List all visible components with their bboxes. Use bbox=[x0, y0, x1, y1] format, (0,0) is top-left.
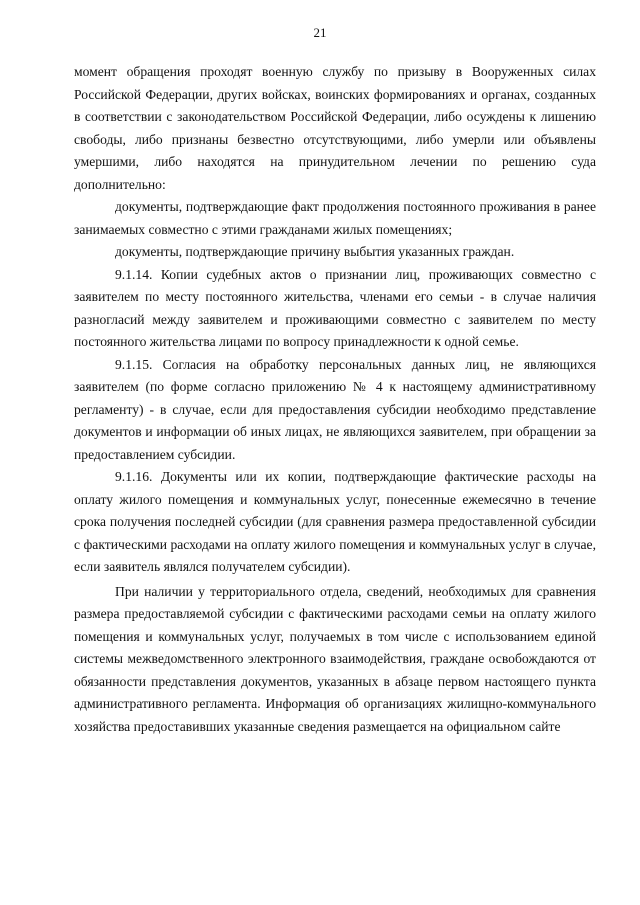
paragraph-departure-documents: документы, подтверждающие причину выбытия указанных граждан. bbox=[115, 244, 515, 259]
paragraph-9-1-15: 9.1.15. Согласия на обработку персональных данных лиц, не являющихся заявителем (по форме согласно приложению № 4 к настоящему административному регламенту) - в случае, если для предоставления субсидии необходимо представление документов и информации об иных лицах, не являющихся заявителем, при обращении за предоставлением субсидии. bbox=[74, 356, 596, 462]
paragraph-9-1-16: 9.1.16. Документы или их копии, подтверждающие фактические расходы на оплату жилого помещения и коммунальных услуг, понесенные ежемесячно в течение срока получения последней субсидии (для сравнения размера предоставленной субсидии с фактическими расходами на оплату жилого помещения и коммунальных услуг в случае, если заявитель являлся получателем субсидии). bbox=[74, 469, 596, 574]
paragraph-conditions: момент обращения проходят военную службу по призыву в Вооруженных силах Российской Федерации, других войсках, воинских формированиях и органах, созданных в соответствии с законодательством Российской Федерации, либо осуждены к лишению свободы, либо признаны безвестно отсутствующими, либо умерли или объявлены умершими, либо находятся на принудительном лечении по решению суда дополнительно: bbox=[74, 64, 596, 192]
paragraph-9-1-14: 9.1.14. Копии судебных актов о признании лиц, проживающих совместно с заявителем по месту постоянного жительства, членами его семьи - в случае наличия разногласий между заявителем и проживающими совместно с заявителем по месту постоянного жительства лицами по вопросу принадлежности к одной семье. bbox=[74, 266, 596, 349]
paragraph-residence-documents: документы, подтверждающие факт продолжения постоянного проживания в ранее занимаемых совместно с этими гражданами жилых помещениях; bbox=[74, 199, 596, 237]
page-number: 21 bbox=[313, 25, 327, 40]
paragraph-territorial-office: При наличии у территориального отдела, сведений, необходимых для сравнения размера предоставляемой субсидии с фактическими расходами семьи на оплату жилого помещения и коммунальных услуг, получаемых в том числе с использованием единой системы межведомственного электронного взаимодействия, граждане освобождаются от обязанности представления документов, указанных в абзаце первом настоящего пункта административного регламента. Информация об организациях жилищно-коммунального хозяйства предоставивших указанные сведения размещается на официальном сайте bbox=[74, 583, 596, 734]
document-body bbox=[74, 61, 596, 738]
